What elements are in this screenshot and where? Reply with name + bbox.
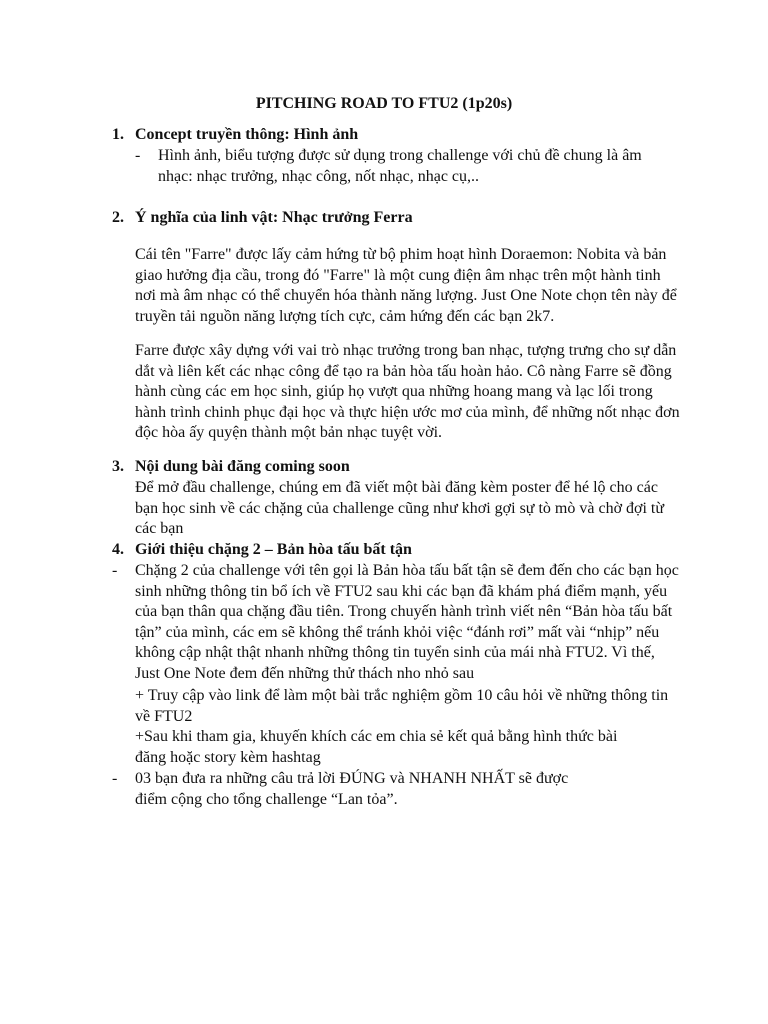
- section-1-bullet-dash: -: [135, 147, 141, 164]
- section-1-bullet-text: Hình ảnh, biểu tượng được sử dụng trong challenge với chủ đề chung là âm nhạc: nhạc trưởng, nhạc công, nốt nhạc, nhạc cụ,..: [158, 147, 642, 185]
- section-3-number: 3.: [112, 458, 124, 475]
- section-4-number: 4.: [112, 541, 124, 558]
- section-4-bullet-2-dash: -: [112, 770, 118, 787]
- section-2-number: 2.: [112, 209, 124, 226]
- section-4-bullet-2-line-2: điểm cộng cho tổng challenge “Lan tỏa”.: [135, 791, 398, 808]
- section-2-heading: Ý nghĩa của linh vật: Nhạc trưởng Ferra: [135, 209, 413, 226]
- section-3-heading: Nội dung bài đăng coming soon: [135, 458, 350, 475]
- section-4-heading: Giới thiệu chặng 2 – Bản hòa tấu bất tận: [135, 541, 412, 558]
- section-4-plus-1: + Truy cập vào link để làm một bài trắc nghiệm gồm 10 câu hỏi về những thông tin về FTU2: [135, 687, 669, 725]
- section-4-plus-2-line-1: +Sau khi tham gia, khuyến khích các em chia sẻ kết quả bằng hình thức bài: [135, 728, 618, 745]
- section-3-paragraph: Để mở đầu challenge, chúng em đã viết một bài đăng kèm poster để hé lộ cho các bạn học sinh về các chặng của challenge cũng như khơi gợi sự tò mò và chờ đợi từ các bạn: [135, 479, 665, 537]
- section-4-bullet-1-text: Chặng 2 của challenge với tên gọi là Bản hòa tấu bất tận sẽ đem đến cho các bạn học sinh những thông tin bổ ích về FTU2 sau khi các bạn đã khám phá điểm mạnh, yếu của bạn thân qua chặng đầu tiên. Trong chuyến hành trình viết nên “Bản hòa tấu bất tận” của mình, các em sẽ không thể tránh khỏi việc “đánh rơi” mất vài “nhịp” nếu không cập nhật thật nhanh những thông tin tuyển sinh của mái nhà FTU2. Vì thế, Just One Note đem đến những thử thách nho nhỏ sau: [135, 562, 679, 682]
- document-title: PITCHING ROAD TO FTU2 (1p20s): [255, 95, 513, 112]
- section-2-paragraph-1: Cái tên "Farre" được lấy cảm hứng từ bộ phim hoạt hình Doraemon: Nobita và bản giao hưởng địa cầu, trong đó "Farre" là một cung điện âm nhạc trên một hành tinh nơi mà âm nhạc có thể chuyển hóa thành năng lượng. Just One Note chọn tên này để truyền tải nguồn năng lượng tích cực, cảm hứng đến các bạn 2k7.: [135, 246, 677, 325]
- section-4-plus-2-line-2: đăng hoặc story kèm hashtag: [135, 749, 321, 766]
- section-4-bullet-1-dash: -: [112, 562, 118, 579]
- section-1-heading: Concept truyền thông: Hình ảnh: [135, 126, 359, 143]
- section-1-number: 1.: [112, 126, 124, 143]
- section-4-bullet-2-line-1: 03 bạn đưa ra những câu trả lời ĐÚNG và NHANH NHẤT sẽ được: [135, 770, 569, 787]
- section-2-paragraph-2: Farre được xây dựng với vai trò nhạc trưởng trong ban nhạc, tượng trưng cho sự dẫn dắt và liên kết các nhạc công để tạo ra bản hòa tấu hoàn hảo. Cô nàng Farre sẽ đồng hành cùng các em học sinh, giúp họ vượt qua những hoang mang và lạc lối trong hành trình chinh phục đại học và thực hiện ước mơ của mình, để những nốt nhạc đơn độc hòa ấy quyện thành một bản nhạc tuyệt vời.: [135, 342, 680, 441]
